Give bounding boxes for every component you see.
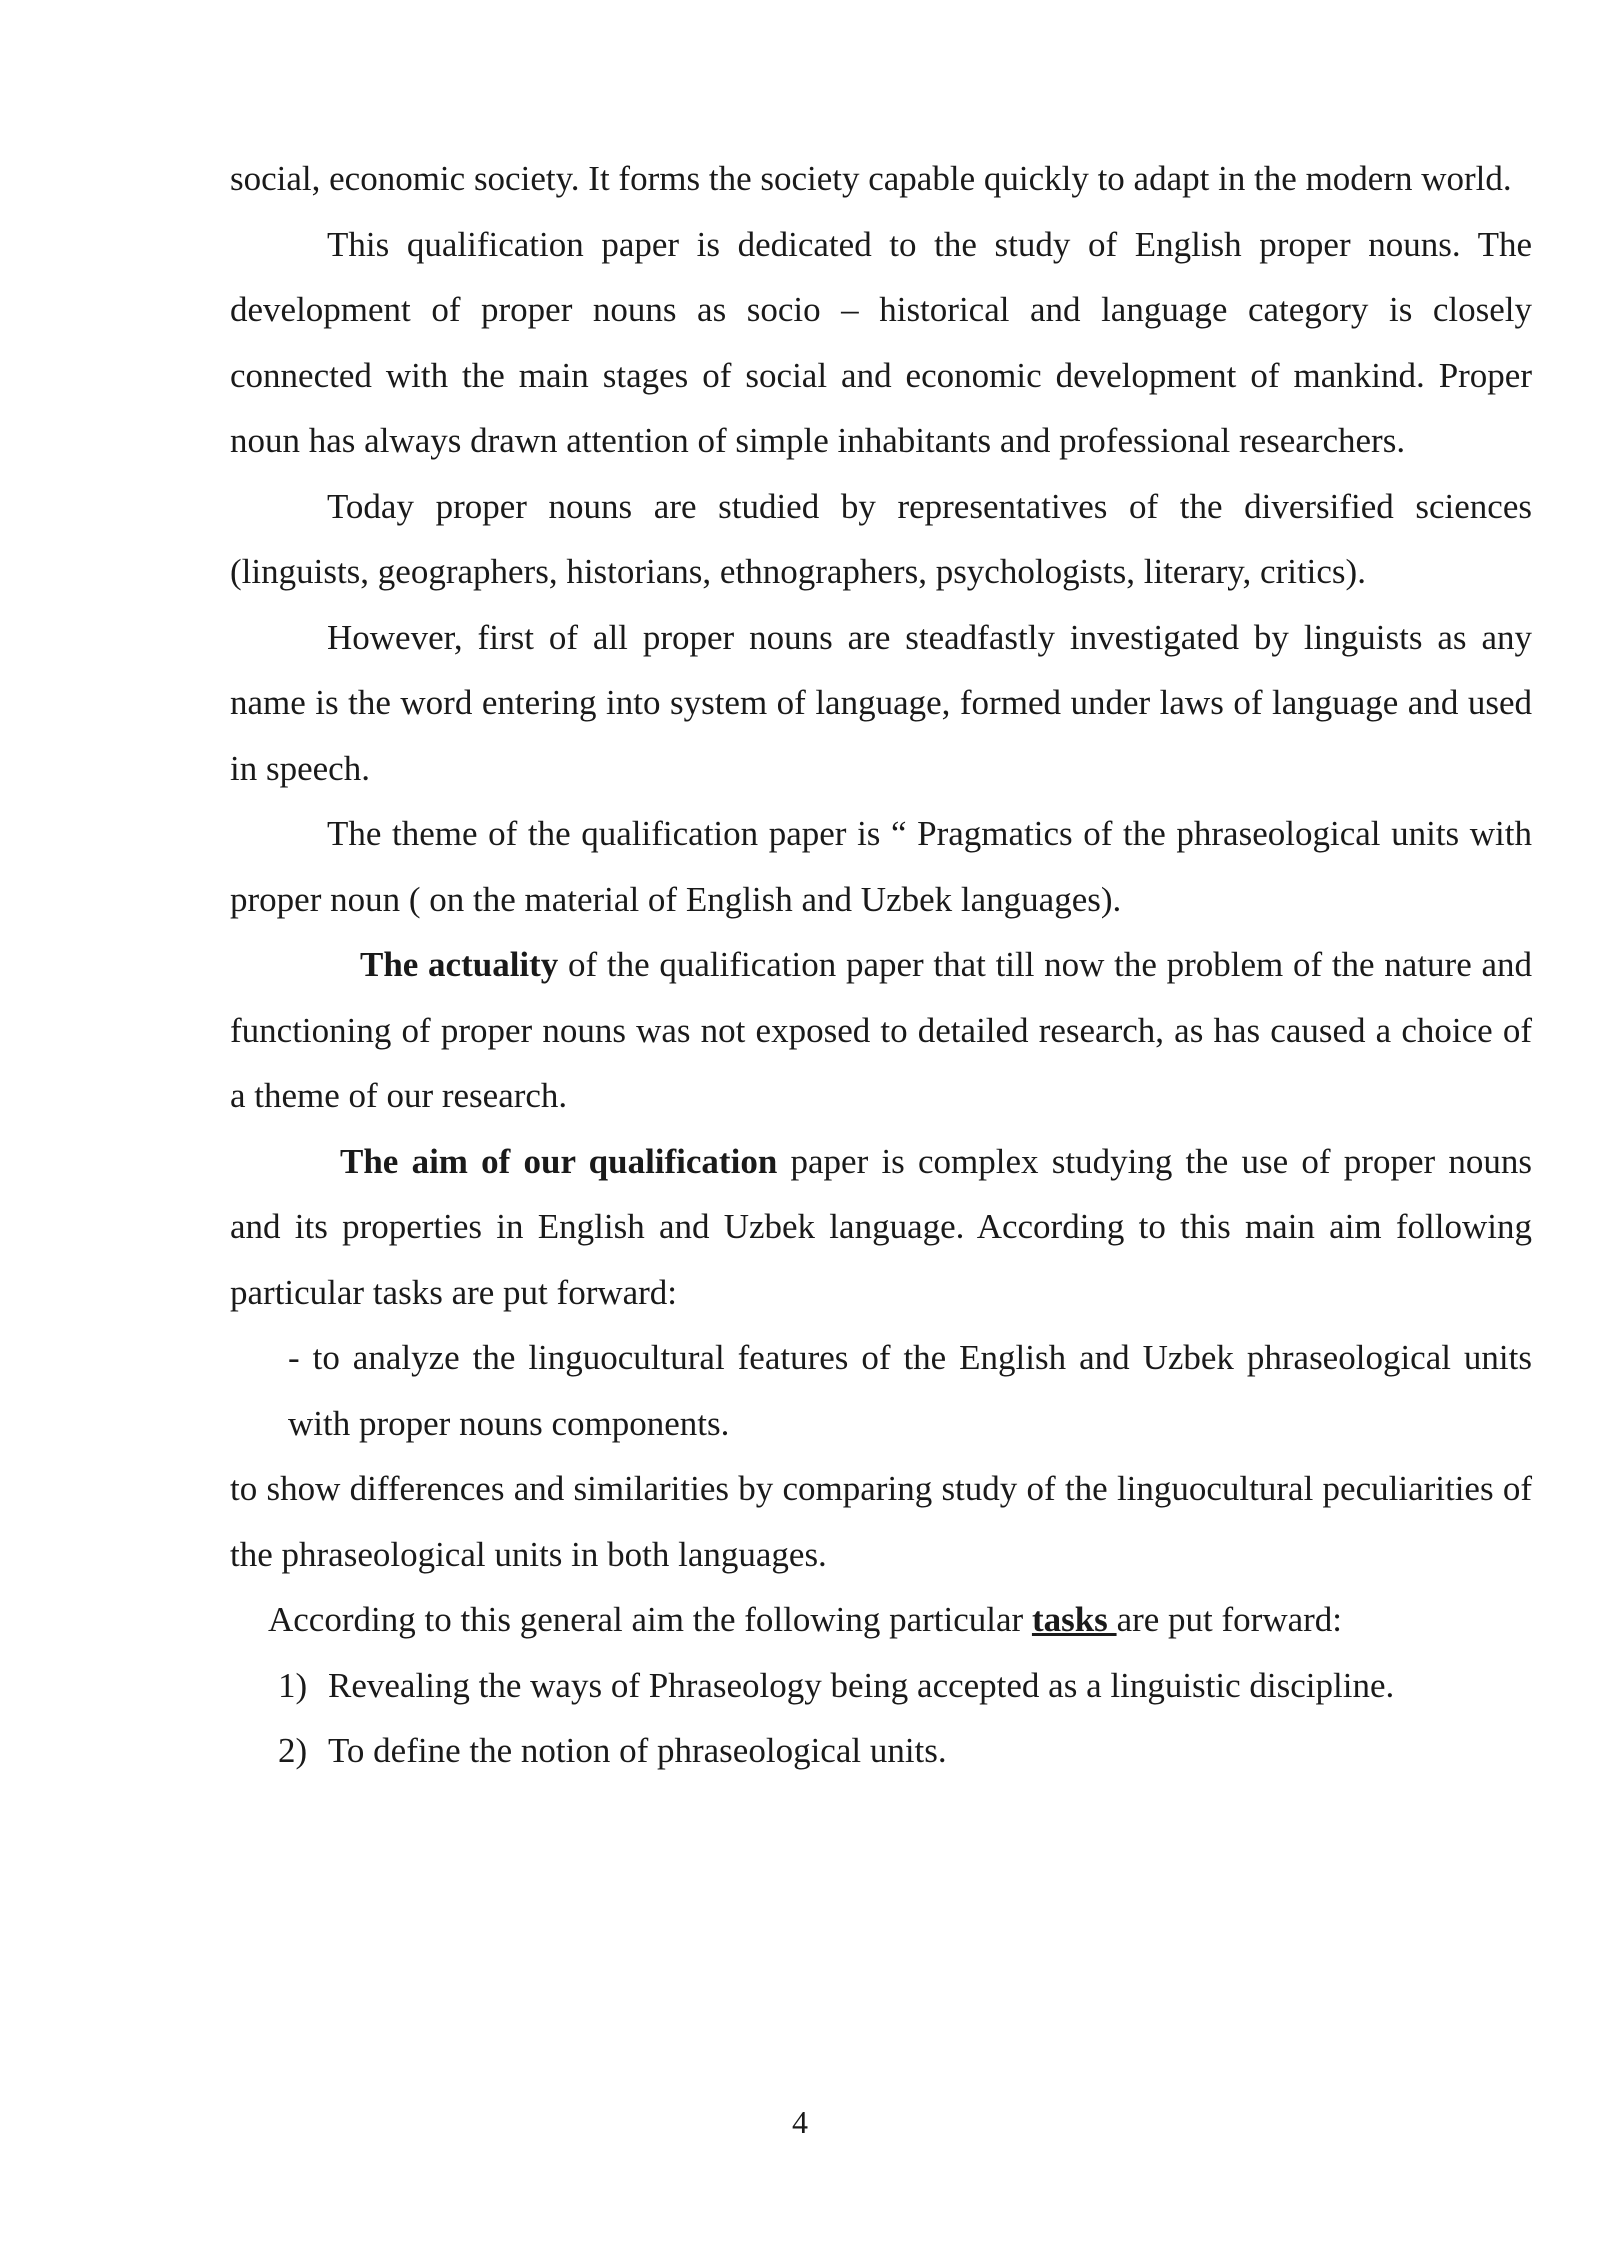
numbered-item-number: 1) bbox=[278, 1665, 308, 1705]
paragraph-actuality bbox=[230, 932, 1532, 1129]
page-number: 4 bbox=[792, 2104, 808, 2140]
numbered-item-text: To define the notion of phraseological units. bbox=[328, 1731, 947, 1770]
paragraph-linguists: However, first of all proper nouns are steadfastly investigated by linguists as any name is the word entering into system of language, formed under laws of language and used in speech. bbox=[230, 617, 1532, 788]
tasks-underlined: tasks bbox=[1031, 1600, 1117, 1639]
numbered-item-number: 2) bbox=[278, 1731, 308, 1770]
numbered-item bbox=[278, 1718, 1532, 1784]
actuality-text: of the qualification paper that till now the problem of the nature and functioning of proper nouns was not exposed to detailed research, as has caused a choice of a theme of our research. bbox=[230, 945, 1532, 1115]
paragraph-dedication: This qualification paper is dedicated to the study of English proper nouns. The development of proper nouns as socio – historical and language category is closely connected with the main stages of social and economic development of mankind. Proper noun has always drawn attention of simple inhabitants and professional researchers. bbox=[230, 224, 1532, 460]
tasks-intro-after: are put forward: bbox=[1116, 1600, 1343, 1639]
paragraph-tasks-intro bbox=[268, 1587, 1532, 1653]
numbered-item-text: Revealing the ways of Phraseology being accepted as a linguistic discipline. bbox=[328, 1665, 1395, 1705]
numbered-item bbox=[278, 1653, 1532, 1719]
paragraph-differences: to show differences and similarities by comparing study of the linguocultural peculiarities of the phraseological units in both languages. bbox=[230, 1469, 1532, 1574]
document-page bbox=[230, 146, 1532, 1784]
tasks-intro-before: According to this general aim the following particular bbox=[268, 1600, 1032, 1639]
paragraph-sciences: Today proper nouns are studied by representatives of the diversified sciences (linguists, geographers, historians, ethnographers, psychologists, literary, critics). bbox=[230, 486, 1532, 591]
dash-list-item: - to analyze the linguocultural features of the English and Uzbek phraseological units with proper nouns components. bbox=[288, 1338, 1532, 1443]
actuality-heading: The actuality bbox=[360, 945, 559, 984]
aim-text: paper is complex studying the use of proper nouns and its properties in English and Uzbek language. According to this main aim following particular tasks are put forward: bbox=[230, 1141, 1532, 1312]
paragraph-theme: The theme of the qualification paper is “ Pragmatics of the phraseological units with proper noun ( on the material of English and Uzbek languages). bbox=[230, 814, 1532, 919]
paragraph-aim bbox=[230, 1129, 1532, 1326]
aim-heading: The aim of our qualification bbox=[340, 1141, 778, 1181]
paragraph-continuation: social, economic society. It forms the society capable quickly to adapt in the modern world. bbox=[230, 159, 1512, 198]
